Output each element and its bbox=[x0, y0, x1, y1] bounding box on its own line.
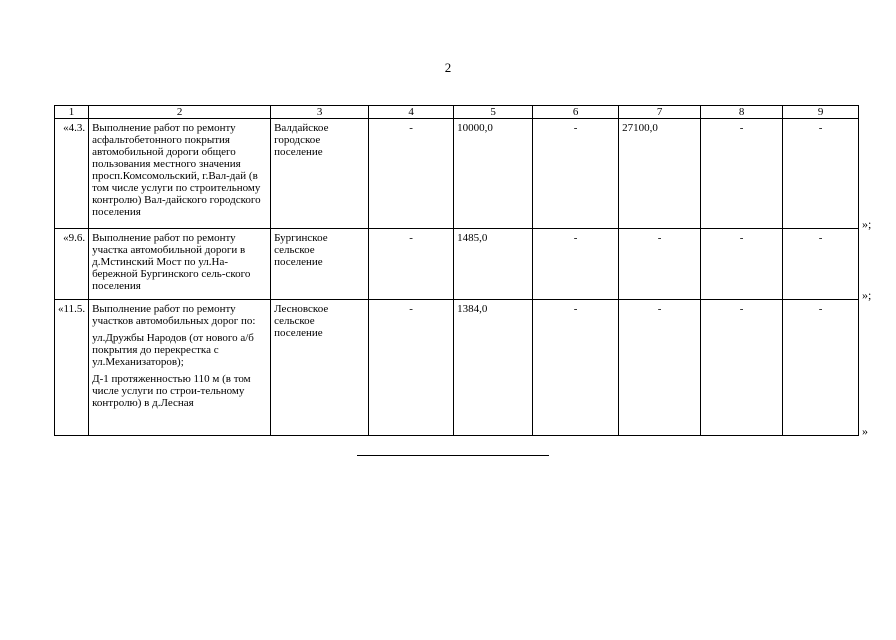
closing-quote: »; bbox=[862, 217, 872, 231]
closing-quote: »; bbox=[862, 288, 872, 302]
description-paragraph: Д-1 протяженностью 110 м (в том числе услуги по строи-тельному контролю) в д.Лесная bbox=[92, 373, 251, 409]
value-col6: - bbox=[533, 119, 619, 229]
description-paragraph: ул.Дружбы Народов (от нового а/б покрытия до перекрестка с ул.Механизаторов); bbox=[92, 332, 254, 368]
closing-quote: » bbox=[862, 424, 868, 438]
value-col4: - bbox=[369, 119, 454, 229]
value-col9: - bbox=[783, 300, 859, 436]
page-number: 2 bbox=[444, 60, 452, 75]
header-cell: 4 bbox=[369, 106, 454, 119]
work-description bbox=[89, 229, 271, 300]
header-cell: 8 bbox=[701, 106, 783, 119]
row-number: «11.5. bbox=[55, 300, 89, 436]
value-col7: 27100,0 bbox=[619, 119, 701, 229]
settlement-name: Валдайское городское поселение bbox=[271, 119, 369, 229]
value-col5: 1485,0 bbox=[454, 229, 533, 300]
value-col8: - bbox=[701, 300, 783, 436]
value-col7: - bbox=[619, 229, 701, 300]
value-col4: - bbox=[369, 229, 454, 300]
header-cell: 3 bbox=[271, 106, 369, 119]
header-cell: 7 bbox=[619, 106, 701, 119]
description-paragraph: Выполнение работ по ремонту участков автомобильных дорог по: bbox=[92, 303, 256, 327]
work-description bbox=[89, 300, 271, 436]
value-col5: 1384,0 bbox=[454, 300, 533, 436]
row-number: «9.6. bbox=[55, 229, 89, 300]
description-paragraph: Выполнение работ по ремонту асфальтобетонного покрытия автомобильной дороги общего пользования местного значения просп.Комсомольский, г.Вал-дай (в том числе услуги по строительному контролю) Вал-дайского городского поселения bbox=[92, 122, 261, 218]
table-row bbox=[55, 229, 859, 300]
value-col9: - bbox=[783, 229, 859, 300]
value-col6: - bbox=[533, 300, 619, 436]
header-cell: 9 bbox=[783, 106, 859, 119]
description-paragraph: Выполнение работ по ремонту участка автомобильной дороги в д.Мстинский Мост по ул.На-бережной Бургинского сель-ского поселения bbox=[92, 232, 251, 292]
header-cell: 1 bbox=[55, 106, 89, 119]
table-row bbox=[55, 300, 859, 436]
value-col4: - bbox=[369, 300, 454, 436]
value-col9: - bbox=[783, 119, 859, 229]
header-cell: 6 bbox=[533, 106, 619, 119]
table-row bbox=[55, 119, 859, 229]
header-row bbox=[55, 106, 859, 119]
value-col8: - bbox=[701, 119, 783, 229]
budget-table bbox=[54, 105, 859, 436]
value-col8: - bbox=[701, 229, 783, 300]
header-cell: 5 bbox=[454, 106, 533, 119]
value-col5: 10000,0 bbox=[454, 119, 533, 229]
value-col6: - bbox=[533, 229, 619, 300]
row-number: «4.3. bbox=[55, 119, 89, 229]
header-cell: 2 bbox=[89, 106, 271, 119]
work-description bbox=[89, 119, 271, 229]
separator-line bbox=[357, 455, 549, 456]
settlement-name: Лесновское сельское поселение bbox=[271, 300, 369, 436]
value-col7: - bbox=[619, 300, 701, 436]
settlement-name: Бургинское сельское поселение bbox=[271, 229, 369, 300]
